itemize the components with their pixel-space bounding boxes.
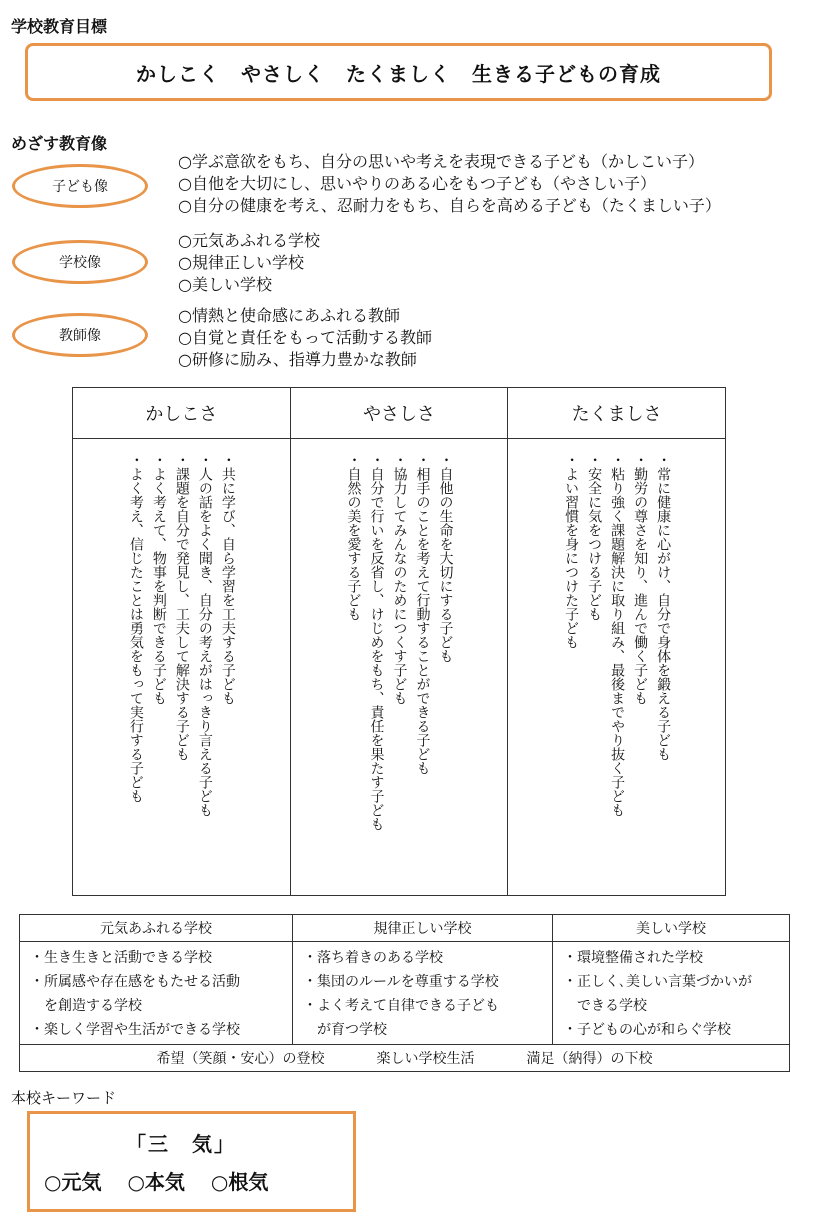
teacher-image-line: ○自覚と責任をもって活動する教師 <box>178 328 432 347</box>
school-image-line: ○規律正しい学校 <box>178 253 304 272</box>
school-image-line: ○元気あふれる学校 <box>178 231 320 250</box>
school-list-item: ・正しく､美しい言葉づかいが <box>563 974 752 990</box>
traits-table <box>72 387 726 896</box>
trait-header-yasashisa: やさしさ <box>290 388 508 439</box>
keyword-item: ○根気 <box>210 1170 269 1194</box>
oval-teacher-image <box>12 313 148 357</box>
child-image-lines <box>178 151 721 217</box>
child-image-label: 子ども像 <box>52 179 108 195</box>
keyword-title: 「三 気」 <box>126 1132 236 1156</box>
oval-school-image <box>12 240 148 284</box>
school-list-item: ・楽しく学習や生活ができる学校 <box>30 1022 240 1038</box>
trait-item: ・自分で行いを反省し、けじめをもち、責任を果たす子ども <box>368 453 385 831</box>
child-image-line: ○学ぶ意欲をもち、自分の思いや考えを表現できる子ども（かしこい子） <box>178 152 704 171</box>
school-list-item: ・環境整備された学校 <box>563 950 703 966</box>
oval-child-image <box>12 164 148 208</box>
trait-item: ・よく考えて、物事を判断できる子ども <box>150 453 167 705</box>
goal-text: かしこく やさしく たくましく 生きる子どもの育成 <box>136 61 661 86</box>
school-list-item: ・集団のルールを尊重する学校 <box>303 974 499 990</box>
school-list-item: を創造する学校 <box>44 998 142 1014</box>
keyword-item: ○本気 <box>127 1170 185 1194</box>
vision-heading: めざす教育像 <box>11 134 108 153</box>
trait-body-kashikosa <box>73 439 290 895</box>
trait-item: ・粘り強く課題解決に取り組み、最後までやり抜く子ども <box>609 453 626 817</box>
trait-header-kashikosa: かしこさ <box>73 388 291 439</box>
child-image-line: ○自他を大切にし、思いやりのある心をもつ子ども（やさしい子） <box>178 174 656 193</box>
keyword-items <box>44 1166 268 1195</box>
trait-item: ・よい習慣を身につけた子ども <box>563 453 580 649</box>
school-list-item: が育つ学校 <box>317 1022 387 1038</box>
teacher-image-line: ○研修に励み、指導力豊かな教師 <box>178 350 417 369</box>
footer-item: 希望（笑顔・安心）の登校 <box>156 1051 325 1067</box>
school-col-header: 美しい学校 <box>553 915 790 942</box>
footer-item: 楽しい学校生活 <box>376 1051 475 1067</box>
trait-item: ・協力してみんなのためにつくす子ども <box>391 453 408 705</box>
school-col-list <box>20 942 292 1044</box>
goal-heading: 学校教育目標 <box>11 17 108 36</box>
school-table <box>19 914 790 1072</box>
trait-item: ・共に学び、自ら学習を工夫する子ども <box>219 453 236 705</box>
school-list-item: ・子どもの心が和らぐ学校 <box>563 1022 731 1038</box>
keyword-item: ○元気 <box>44 1170 102 1194</box>
trait-item: ・自然の美を愛する子ども <box>345 453 362 621</box>
school-list-item: ・よく考えて自律できる子ども <box>303 998 499 1014</box>
child-image-line: ○自分の健康を考え、忍耐力をもち、自らを高める子ども（たくましい子） <box>178 196 721 215</box>
teacher-image-lines <box>178 305 432 371</box>
school-list-item: ・生き生きと活動できる学校 <box>30 950 212 966</box>
school-image-lines <box>178 230 320 296</box>
school-col-header: 元気あふれる学校 <box>20 915 293 942</box>
school-footer <box>20 1048 789 1068</box>
school-list-item: ・所属感や存在感をもたせる活動 <box>30 974 240 990</box>
school-list-item: できる学校 <box>577 998 647 1014</box>
footer-item: 満足（納得）の下校 <box>526 1051 653 1067</box>
trait-header-takumashisa: たくましさ <box>508 388 726 439</box>
teacher-image-line: ○情熱と使命感にあふれる教師 <box>178 306 400 325</box>
trait-item: ・常に健康に心がけ、自分で身体を鍛える子ども <box>655 453 672 761</box>
trait-item: ・課題を自分で発見し、工夫して解決する子ども <box>173 453 190 761</box>
trait-item: ・人の話をよく聞き、自分の考えがはっきり言える子ども <box>196 453 213 817</box>
trait-body-yasashisa <box>291 439 508 895</box>
school-col-list <box>293 942 552 1044</box>
trait-item: ・よく考え、信じたことは勇気をもって実行する子ども <box>127 453 144 803</box>
trait-item: ・安全に気をつける子ども <box>586 453 603 621</box>
school-image-line: ○美しい学校 <box>178 275 272 294</box>
school-col-list <box>553 942 789 1044</box>
trait-body-takumashisa <box>508 439 725 895</box>
school-list-item: ・落ち着きのある学校 <box>303 950 443 966</box>
teacher-image-label: 教師像 <box>59 328 101 344</box>
school-col-header: 規律正しい学校 <box>293 915 553 942</box>
trait-item: ・自他の生命を大切にする子ども <box>437 453 454 663</box>
school-image-label: 学校像 <box>59 255 101 271</box>
keyword-box <box>27 1111 356 1212</box>
trait-item: ・相手のことを考えて行動することができる子ども <box>414 453 431 775</box>
trait-item: ・勤労の尊さを知り、進んで働く子ども <box>632 453 649 705</box>
goal-box <box>25 43 772 101</box>
keyword-heading: 本校キーワード <box>11 1089 117 1107</box>
